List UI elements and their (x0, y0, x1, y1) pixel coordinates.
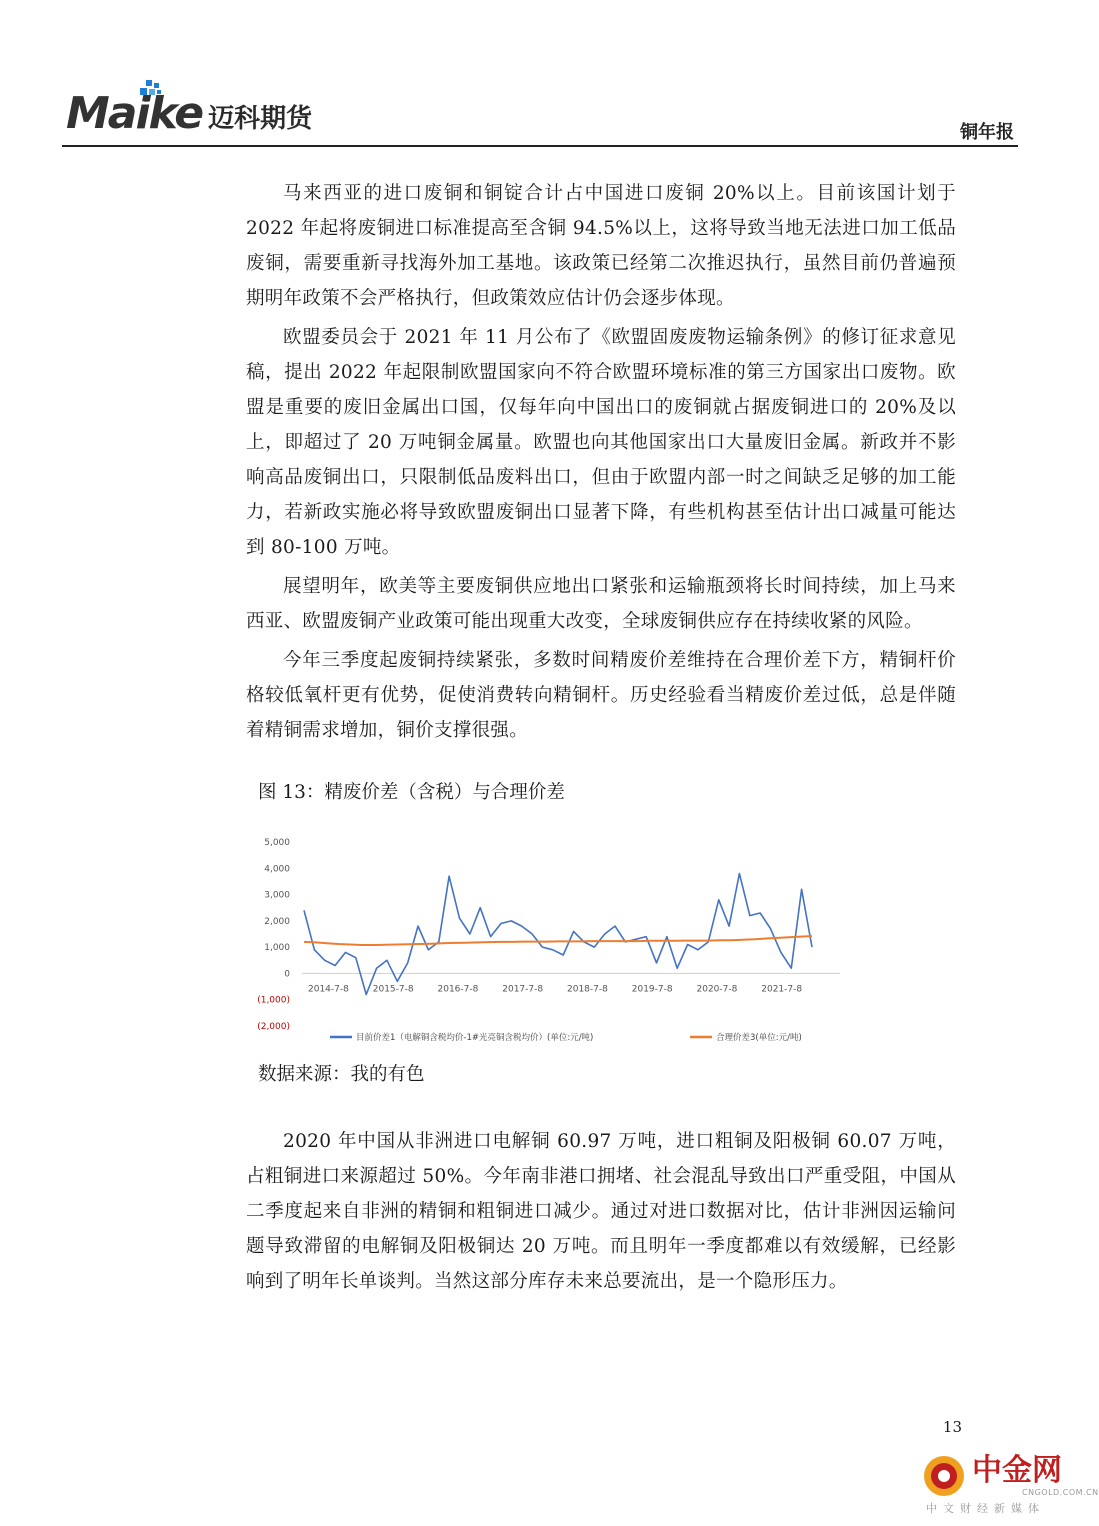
logo-chinese-name: 迈科期货 (208, 104, 313, 134)
x-tick-label: 2016-7-8 (437, 984, 479, 995)
x-tick-label: 2019-7-8 (631, 984, 673, 995)
x-tick-label: 2020-7-8 (696, 984, 738, 995)
watermark (918, 1453, 1099, 1515)
x-tick-label: 2014-7-8 (308, 984, 349, 995)
series-layer (304, 874, 812, 995)
header-divider (62, 145, 1018, 147)
chart-legend (330, 1032, 802, 1043)
body-text-section-2 (246, 1124, 956, 1303)
x-tick-label: 2018-7-8 (567, 984, 608, 995)
y-tick-label: (1,000) (257, 995, 290, 1006)
series-line-current-spread (304, 874, 812, 995)
report-label: 铜年报 (960, 122, 1014, 143)
company-logo (66, 80, 313, 139)
figure-caption: 图 13：精废价差（含税）与合理价差 (258, 782, 565, 803)
legend-label: 目前价差1（电解铜含税均价-1#光亮铜含税均价）(单位:元/吨) (356, 1033, 594, 1043)
y-tick-label: (2,000) (257, 1022, 290, 1032)
page-number: 13 (942, 1418, 962, 1436)
paragraph: 今年三季度起废铜持续紧张，多数时间精废价差维持在合理价差下方，精铜杆价格较低氧杆更有优势，促使消费转向精铜杆。历史经验看当精废价差过低，总是伴随着精铜需求增加，铜价支撑很强。 (246, 650, 956, 741)
y-tick-label: 3,000 (264, 890, 290, 901)
paragraph: 展望明年，欧美等主要废铜供应地出口紧张和运输瓶颈将长时间持续，加上马来西亚、欧盟废铜产业政策可能出现重大改变，全球废铜供应存在持续收紧的风险。 (246, 576, 956, 632)
x-tick-label: 2017-7-8 (502, 984, 544, 995)
page-header (0, 0, 1080, 150)
legend-label: 合理价差3(单位:元/吨) (716, 1033, 802, 1043)
x-tick-label: 2021-7-8 (761, 984, 803, 995)
cngold-logo-icon (922, 1454, 966, 1498)
paragraph: 欧盟委员会于 2021 年 11 月公布了《欧盟固废废物运输条例》的修订征求意见稿，提出 2022 年起限制欧盟国家向不符合欧盟环境标准的第三方国家出口废物。欧盟是重要的废旧金属出口国，仅每年向中国出口的废铜就占据废铜进口的 20%及以上，即超过了 20 万吨铜金属量。欧盟也向其他国家出口大量废旧金属。新政并不影响高品废铜出口，只限制低品废料出口，但由于欧盟内部一时之间缺乏足够的加工能力，若新政实施必将导致欧盟废铜出口显著下降，有些机构甚至估计出口减量可能达到 80-100 万吨。 (246, 327, 956, 558)
paragraph: 2020 年中国从非洲进口电解铜 60.97 万吨，进口粗铜及阳极铜 60.07 万吨，占粗铜进口来源超过 50%。今年南非港口拥堵、社会混乱导致出口严重受阻，中国从二季度起来自非洲的精铜和粗铜进口减少。通过对进口数据对比，估计非洲因运输问题导致滞留的电解铜及阳极铜达 20 万吨。而且明年一季度都难以有效缓解，已经影响到了明年长单谈判。当然这部分库存未来总要流出，是一个隐形压力。 (246, 1131, 956, 1292)
series-line-reasonable-spread (304, 936, 812, 945)
price-spread-chart (250, 830, 850, 1050)
paragraph: 马来西亚的进口废铜和铜锭合计占中国进口废铜 20%以上。目前该国计划于 2022 年起将废铜进口标准提高至含铜 94.5%以上，这将导致当地无法进口加工低品废铜，需要重新寻找海外加工基地。该政策已经第二次推迟执行，虽然目前仍普遍预期明年政策不会严格执行，但政策效应估计仍会逐步体现。 (246, 183, 956, 309)
y-tick-label: 5,000 (264, 838, 290, 848)
y-tick-label: 1,000 (264, 943, 290, 954)
y-tick-label: 4,000 (264, 864, 290, 875)
y-axis (257, 838, 840, 1032)
watermark-name: 中金网 (972, 1453, 1062, 1488)
watermark-tagline: 中文财经新媒体 (926, 1502, 1045, 1515)
body-text-section (246, 176, 956, 752)
watermark-domain: CNGOLD.COM.CN (1022, 1488, 1099, 1497)
data-source: 数据来源：我的有色 (258, 1064, 425, 1085)
y-tick-label: 2,000 (264, 916, 290, 927)
x-tick-label: 2015-7-8 (372, 984, 414, 995)
logo-text: Maike (66, 88, 203, 139)
y-tick-label: 0 (284, 969, 290, 980)
x-axis (308, 984, 802, 994)
